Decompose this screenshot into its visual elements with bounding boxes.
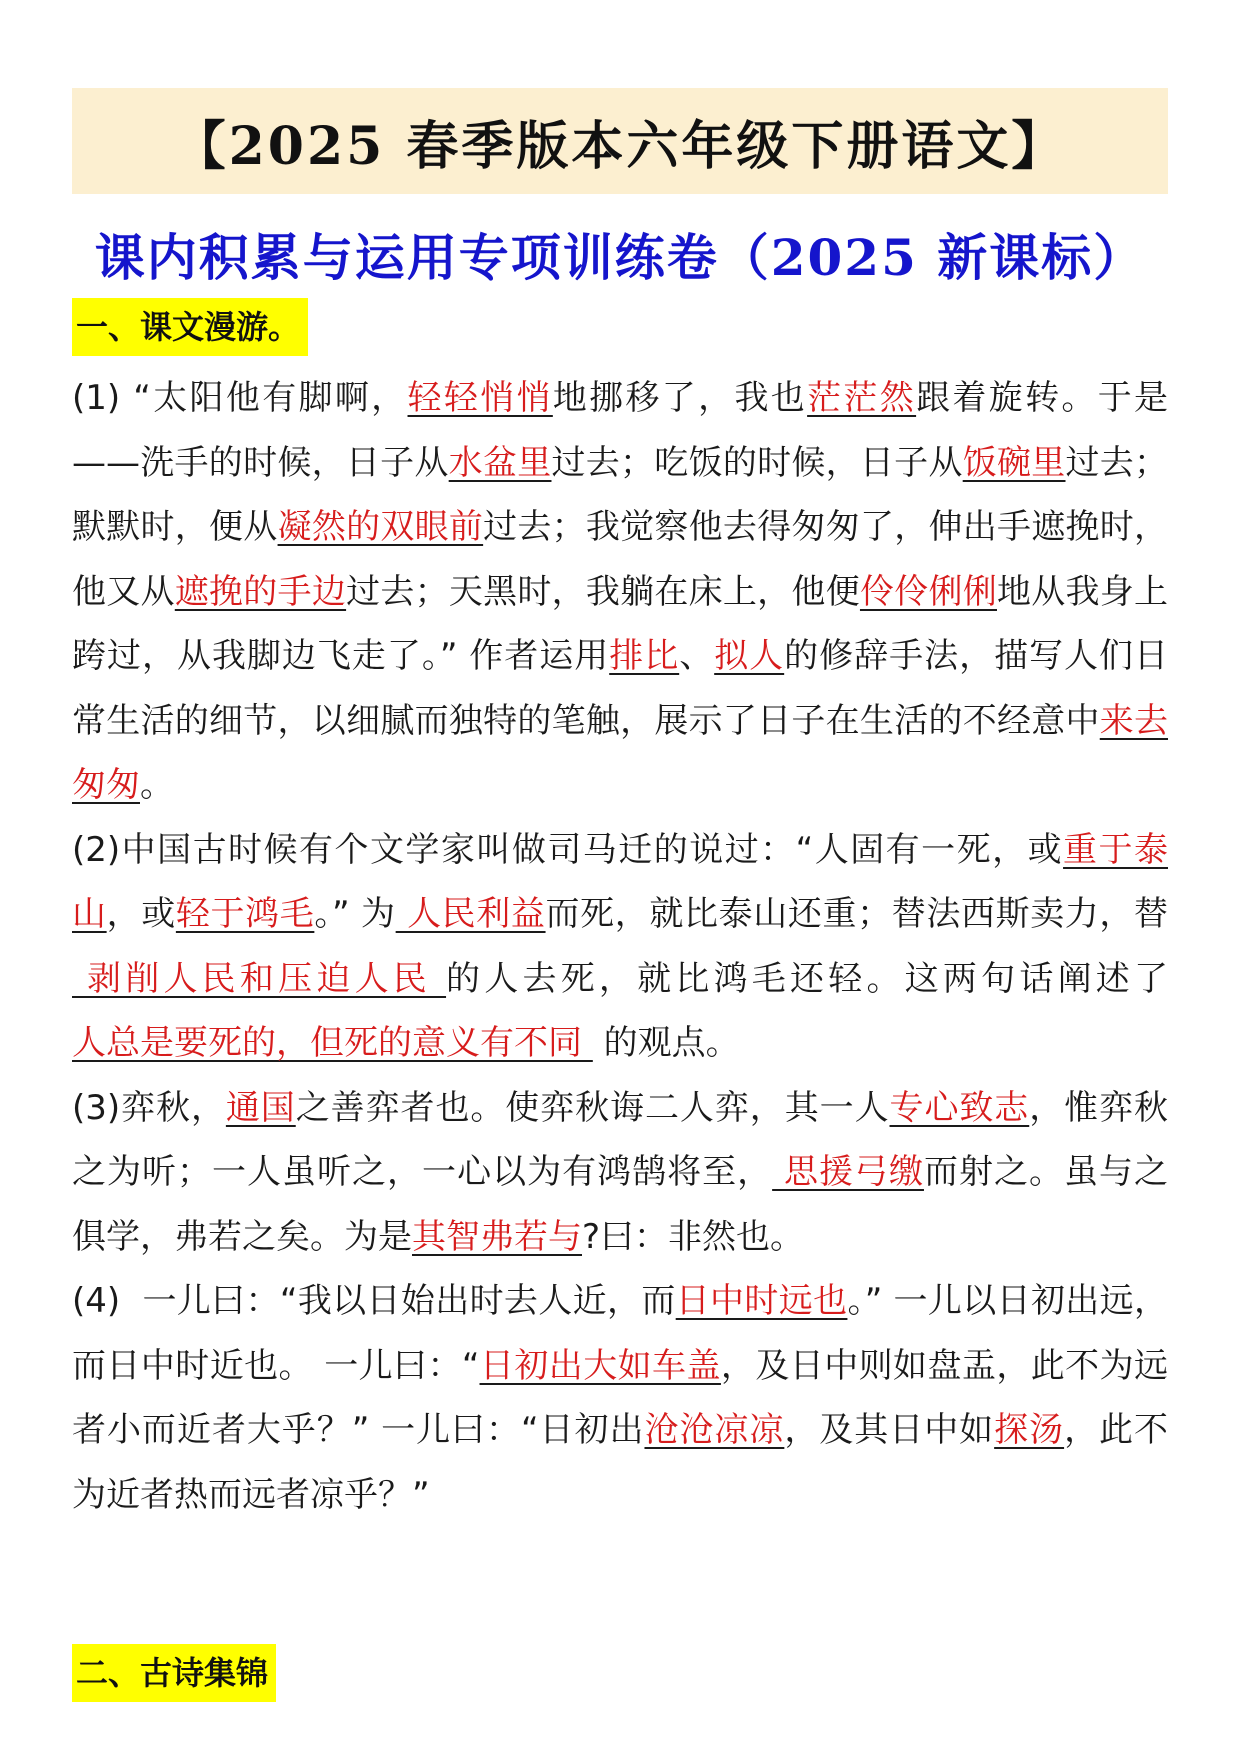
q4-text: ，及日中则如盘盂，此不为远者小而近者大乎？” 一儿曰：“日初出 — [72, 1345, 1169, 1450]
answer-blank: 排比 — [609, 636, 680, 676]
q3-text: 而射之。虽与之俱学，弗若之矣。为是 — [72, 1152, 1169, 1257]
title-banner — [72, 88, 1168, 194]
q1-text: 过去；默默时，便从 — [72, 442, 1169, 547]
answer-blank: 日中时远也 — [675, 1281, 848, 1321]
q1-text: 过去；天黑时，我躺在床上，他便 — [346, 571, 860, 612]
question-1 — [72, 366, 1168, 818]
answer-blank: 茫茫然 — [807, 378, 917, 418]
q4-text: ，及其日中如 — [784, 1410, 995, 1450]
answer-blank: 拟人 — [714, 636, 785, 676]
answer-blank: 轻轻悄悄 — [407, 378, 553, 418]
q2-text: 的观点。 — [592, 1023, 740, 1063]
answer-blank: 剥削人民和压迫人民 — [72, 958, 447, 999]
q2-text: 。” 为 — [314, 894, 396, 934]
q1-text: 地挪移了，我也 — [552, 378, 808, 418]
q2-text: 的人去死，就比鸿毛还轻。这两句话阐述了 — [446, 958, 1169, 999]
q3-text: ，惟弈秋之为听；一人虽听之，一心以为有鸿鹄将至， — [72, 1087, 1169, 1192]
section-1-body — [72, 366, 1168, 1527]
q1-text: 跟着旋转。于是——洗手的时候，日子从 — [72, 378, 1169, 483]
page-title: 【2025 春季版本六年级下册语文】 — [173, 115, 1067, 177]
answer-blank: 通国 — [225, 1087, 296, 1128]
section-heading-1: 一、课文漫游。 — [72, 298, 308, 356]
answer-blank: 日初出大如车盖 — [479, 1345, 721, 1386]
page-subtitle: 课内积累与运用专项训练卷（2025 新课标） — [94, 228, 1146, 287]
question-3 — [72, 1076, 1168, 1270]
answer-blank: 沧沧凉凉 — [644, 1410, 785, 1450]
q4-text: ，此不为近者热而远者凉乎？” — [72, 1410, 1169, 1515]
q2-text: ，或 — [106, 894, 176, 934]
section-heading-2: 二、古诗集锦 — [72, 1644, 276, 1702]
q1-text: 。 — [140, 765, 174, 805]
answer-blank: 轻于鸿毛 — [175, 894, 315, 934]
q3-text: 之善弈者也。使弈秋诲二人弈，其一人 — [295, 1087, 890, 1128]
answer-blank: 思援弓缴 — [772, 1152, 924, 1192]
q3-text: (3)弈秋， — [72, 1087, 226, 1128]
q2-text: 而死，就比泰山还重；替法西斯卖力，替 — [545, 894, 1169, 934]
q1-text: (1) “太阳他有脚啊， — [72, 378, 408, 418]
answer-blank: 人民利益 — [395, 894, 546, 934]
q1-text: 的修辞手法，描写人们日常生活的细节，以细腻而独特的笔触，展示了日子在生活的不经意中 — [72, 636, 1169, 741]
answer-blank: 伶伶俐俐 — [859, 571, 997, 612]
answer-blank: 水盆里 — [448, 442, 552, 483]
q4-text: 。” 一儿以日初出远，而日中时近也。 一儿曰：“ — [72, 1281, 1169, 1386]
answer-blank: 遮挽的手边 — [174, 571, 347, 612]
answer-blank: 重于泰山 — [72, 829, 1168, 934]
question-4 — [72, 1269, 1168, 1527]
q3-text: ?曰：非然也。 — [582, 1216, 805, 1257]
answer-blank: 专心致志 — [889, 1087, 1030, 1128]
answer-blank: 探汤 — [994, 1410, 1065, 1450]
q1-text: 过去；我觉察他去得匆匆了，伸出手遮挽时，他又从 — [72, 507, 1169, 612]
q1-text: 地从我身上跨过，从我脚边飞走了。” 作者运用 — [72, 571, 1169, 676]
answer-blank: 人总是要死的，但死的意义有不同 — [72, 1023, 593, 1063]
q4-text: (4) 一儿曰：“我以日始出时去人近，而 — [72, 1281, 676, 1321]
q2-text: (2)中国古时候有个文学家叫做司马迁的说过：“人固有一死，或 — [72, 829, 1064, 870]
answer-blank: 其智弗若与 — [412, 1216, 582, 1257]
q1-text: 过去；吃饭的时候，日子从 — [551, 442, 963, 483]
answer-blank: 饭碗里 — [962, 442, 1066, 483]
answer-blank: 来去匆匆 — [72, 700, 1169, 805]
q1-text: 、 — [679, 636, 715, 676]
answer-blank: 凝然的双眼前 — [277, 507, 484, 547]
question-2 — [72, 818, 1168, 1076]
